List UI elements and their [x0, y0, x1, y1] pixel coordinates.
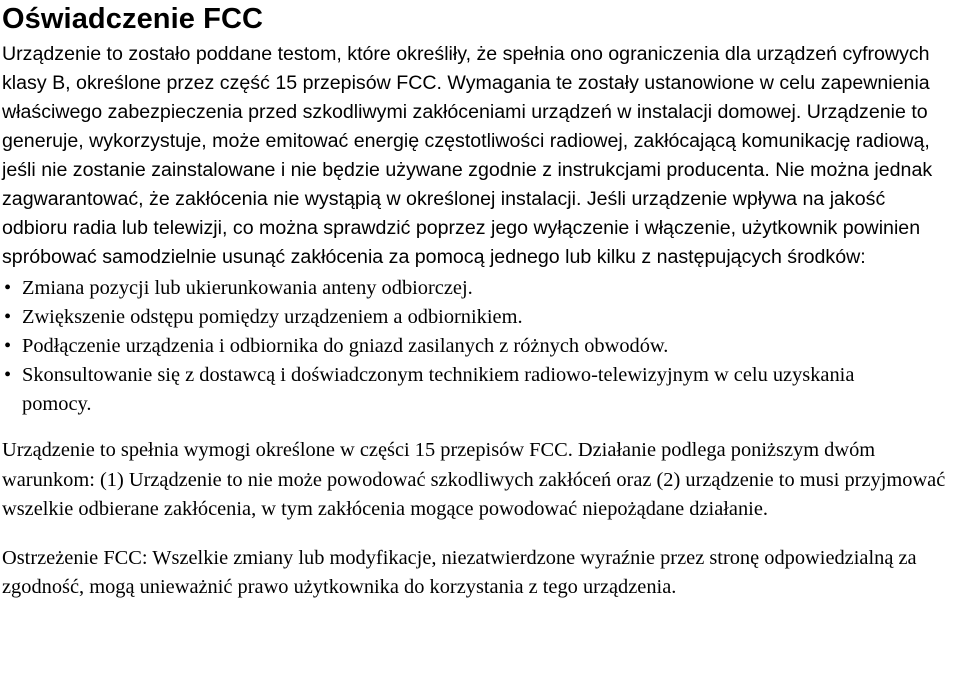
- intro-paragraph: Urządzenie to zostało poddane testom, które określiły, że spełnia ono ograniczenia dla urządzeń cyfrowych klasy B, określone przez część 15 przepisów FCC. Wymagania te zostały ustanowione w celu zapewnienia właściwego zabezpieczenia przed szkodliwymi zakłóceniami urządzeń w instalacji domowej. Urządzenie to generuje, wykorzystuje, może emitować energię częstotliwości radiowej, zakłócającą komunikację radiową, jeśli nie zostanie zainstalowane i nie będzie używane zgodnie z instrukcjami producenta. Nie można jednak zagwarantować, że zakłócenia nie wystąpią w określonej instalacji. Jeśli urządzenie wpływa na jakość odbioru radia lub telewizji, co można sprawdzić poprzez jego wyłączenie i włączenie, użytkownik powinien spróbować samodzielnie usunąć zakłócenia za pomocą jednego lub kilku z następujących środków:: [2, 43, 933, 268]
- list-item: [2, 274, 922, 303]
- page-title: Oświadczenie FCC: [2, 3, 264, 35]
- measures-list: [2, 274, 959, 419]
- list-item-text: Zmiana pozycji lub ukierunkowania anteny odbiorczej.: [22, 277, 473, 299]
- compliance-paragraph: Urządzenie to spełnia wymogi określone w części 15 przepisów FCC. Działanie podlega poniższym dwóm warunkom: (1) Urządzenie to nie może powodować szkodliwych zakłóceń oraz (2) urządzenie to musi przyjmować wszelkie odbierane zakłócenia, w tym zakłócenia mogące powodować niepożądane działanie.: [2, 439, 946, 520]
- bullet-icon: •: [4, 306, 12, 328]
- bullet-icon: •: [4, 277, 12, 299]
- list-item: [2, 303, 922, 332]
- list-item: [2, 361, 922, 419]
- list-item-text: Zwiększenie odstępu pomiędzy urządzeniem a odbiornikiem.: [22, 306, 523, 328]
- bullet-icon: •: [4, 335, 12, 357]
- list-item: [2, 332, 922, 361]
- bullet-icon: •: [4, 364, 12, 386]
- list-item-text: Podłączenie urządzenia i odbiornika do gniazd zasilanych z różnych obwodów.: [22, 335, 669, 357]
- warning-paragraph: Ostrzeżenie FCC: Wszelkie zmiany lub modyfikacje, niezatwierdzone wyraźnie przez stronę odpowiedzialną za zgodność, mogą unieważnić prawo użytkownika do korzystania z tego urządzenia.: [2, 546, 917, 598]
- list-item-text: Skonsultowanie się z dostawcą i doświadczonym technikiem radiowo-telewizyjnym w celu uzyskania pomocy.: [22, 364, 855, 415]
